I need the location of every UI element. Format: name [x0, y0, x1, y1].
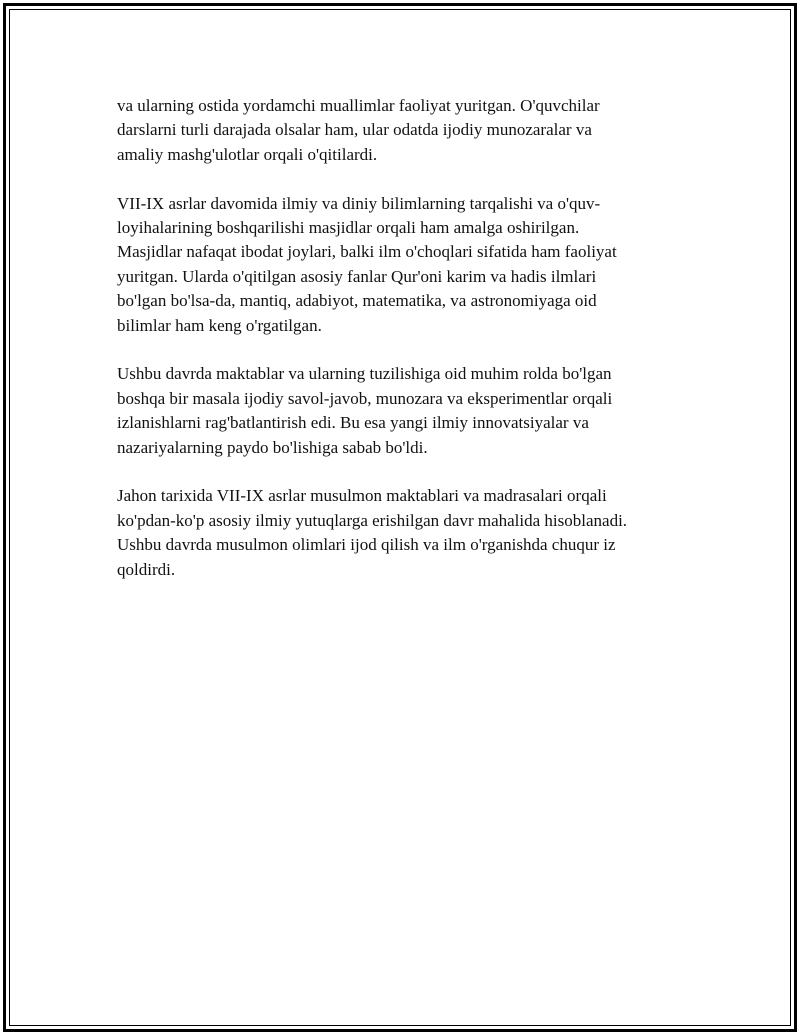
text-line: bilimlar ham keng o'rgatilgan. — [117, 315, 322, 335]
text-line: nazariyalarning paydo bo'lishiga sabab bo'ldi. — [117, 437, 428, 457]
text-line: loyihalarining boshqarilishi masjidlar orqali ham amalga oshirilgan. — [117, 218, 580, 238]
text-line: yuritgan. Ularda o'qitilgan asosiy fanlar Qur'oni karim va hadis ilmlari — [117, 266, 597, 286]
paragraph-1 — [117, 94, 677, 167]
text-line: boshqa bir masala ijodiy savol-javob, munozara va eksperimentlar orqali — [117, 388, 613, 408]
text-line: amaliy mashg'ulotlar orqali o'qitilardi. — [117, 144, 378, 164]
text-line: Masjidlar nafaqat ibodat joylari, balki ilm o'choqlari sifatida ham faoliyat — [117, 242, 617, 262]
text-line: izlanishlarni rag'batlantirish edi. Bu esa yangi ilmiy innovatsiyalar va — [117, 413, 589, 433]
text-line: VII-IX asrlar davomida ilmiy va diniy bilimlarning tarqalishi va o'quv- — [117, 193, 601, 213]
paragraph-4 — [117, 484, 677, 582]
text-line: va ularning ostida yordamchi muallimlar faoliyat yuritgan. O'quvchilar — [117, 96, 600, 115]
text-line: darslarni turli darajada olsalar ham, ular odatda ijodiy munozaralar va — [117, 120, 592, 140]
text-line: ko'pdan-ko'p asosiy ilmiy yutuqlarga erishilgan davr mahalida hisoblanadi. — [117, 510, 628, 530]
paragraph-2 — [117, 192, 677, 338]
paragraph-3 — [117, 362, 677, 460]
text-line: bo'lgan bo'lsa-da, mantiq, adabiyot, matematika, va astronomiyaga oid — [117, 291, 597, 311]
text-line: Ushbu davrda maktablar va ularning tuzilishiga oid muhim rolda bo'lgan — [117, 364, 612, 384]
text-line: Jahon tarixida VII-IX asrlar musulmon maktablari va madrasalari orqali — [117, 486, 607, 506]
text-line: Ushbu davrda musulmon olimlari ijod qilish va ilm o'rganishda chuqur iz — [117, 535, 616, 555]
text-line: qoldirdi. — [117, 559, 176, 579]
document-body — [117, 94, 677, 606]
